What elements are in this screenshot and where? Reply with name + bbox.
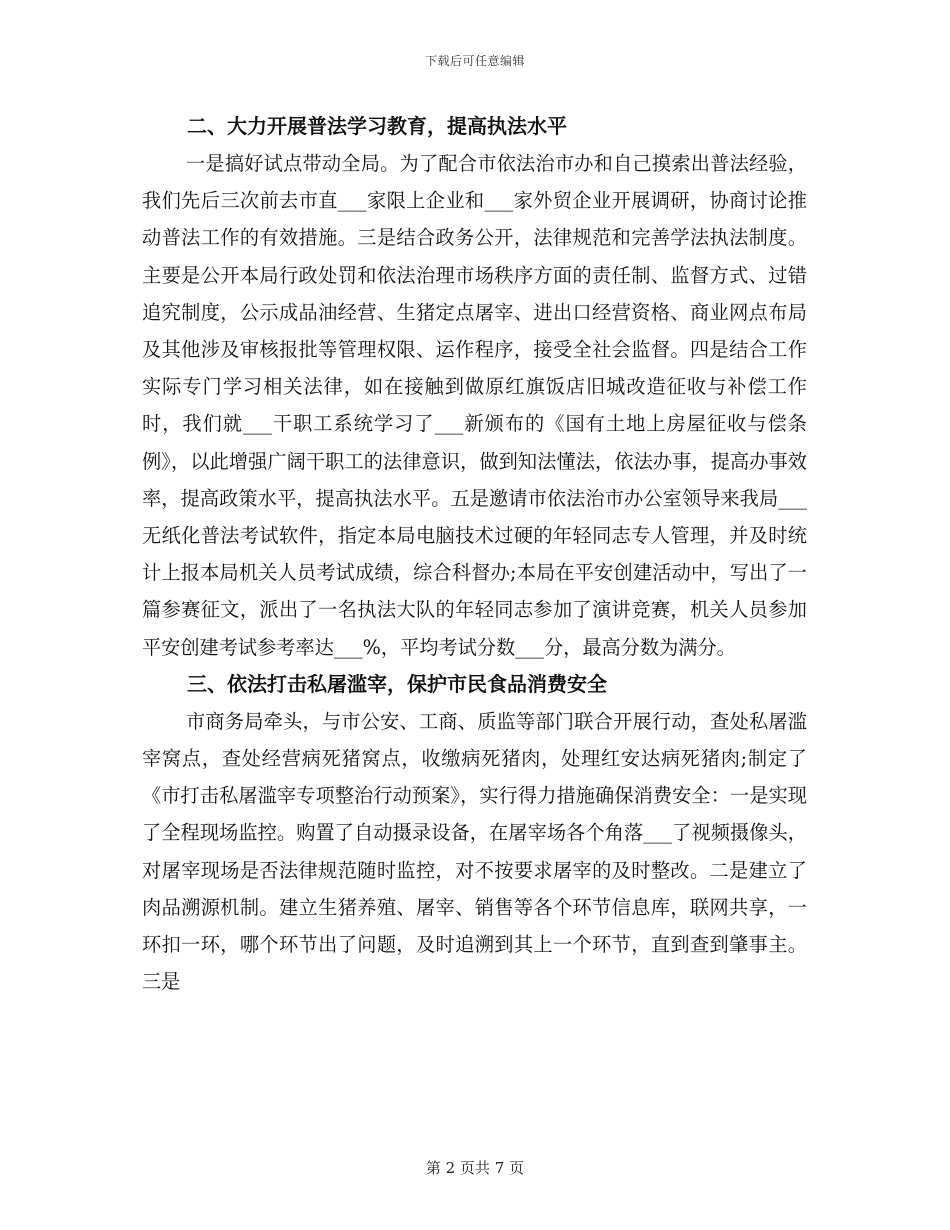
document-body	[142, 108, 807, 1000]
section-paragraph: 市商务局牵头，与市公安、工商、质监等部门联合开展行动，查处私屠滥宰窝点，查处经营病死猪窝点，收缴病死猪肉，处理红安达病死猪肉;制定了《市打击私屠滥宰专项整治行动预案》，实行得力措施确保消费安全：一是实现了全程现场监控。购置了自动摄录设备，在屠宰场各个角落___了视频摄像头，对屠宰现场是否法律规范随时监控，对不按要求屠宰的及时整改。二是建立了肉品溯源机制。建立生猪养殖、屠宰、销售等各个环节信息库，联网共享，一环扣一环，哪个环节出了问题，及时追溯到其上一个环节，直到查到肇事主。三是	[142, 709, 807, 994]
section-title: 二、大力开展普法学习教育，提高执法水平	[187, 114, 567, 138]
page-number: 第 2 页共 7 页	[425, 1159, 525, 1177]
page-header-note: 下载后可任意编辑	[424, 54, 525, 68]
section-paragraph: 一是搞好试点带动全局。为了配合市依法治市办和自己摸索出普法经验，我们先后三次前去市直___家限上企业和___家外贸企业开展调研，协商讨论推动普法工作的有效措施。三是结合政务公开，法律规范和完善学法执法制度。主要是公开本局行政处罚和依法治理市场秩序方面的责任制、监督方式、过错追究制度，公示成品油经营、生猪定点屠宰、进出口经营资格、商业网点布局及其他涉及审核报批等管理权限、运作程序，接受全社会监督。四是结合工作实际专门学习相关法律，如在接触到做原红旗饭店旧城改造征收与补偿工作时，我们就___干职工系统学习了___新颁布的《国有土地上房屋征收与偿条例》，以此增强广阔干职工的法律意识，做到知法懂法，依法办事，提高办事效率，提高政策水平，提高执法水平。五是邀请市依法治市办公室领导来我局___无纸化普法考试软件，指定本局电脑技术过硬的年轻同志专人管理，并及时统计上报本局机关人员考试成绩，综合科督办;本局在平安创建活动中，写出了一篇参赛征文，派出了一名执法大队的年轻同志参加了演讲竞赛，机关人员参加平安创建考试参考率达___%，平均考试分数___分，最高分数为满分。	[142, 152, 807, 659]
section-title: 三、依法打击私屠滥宰，保护市民食品消费安全	[187, 671, 607, 696]
